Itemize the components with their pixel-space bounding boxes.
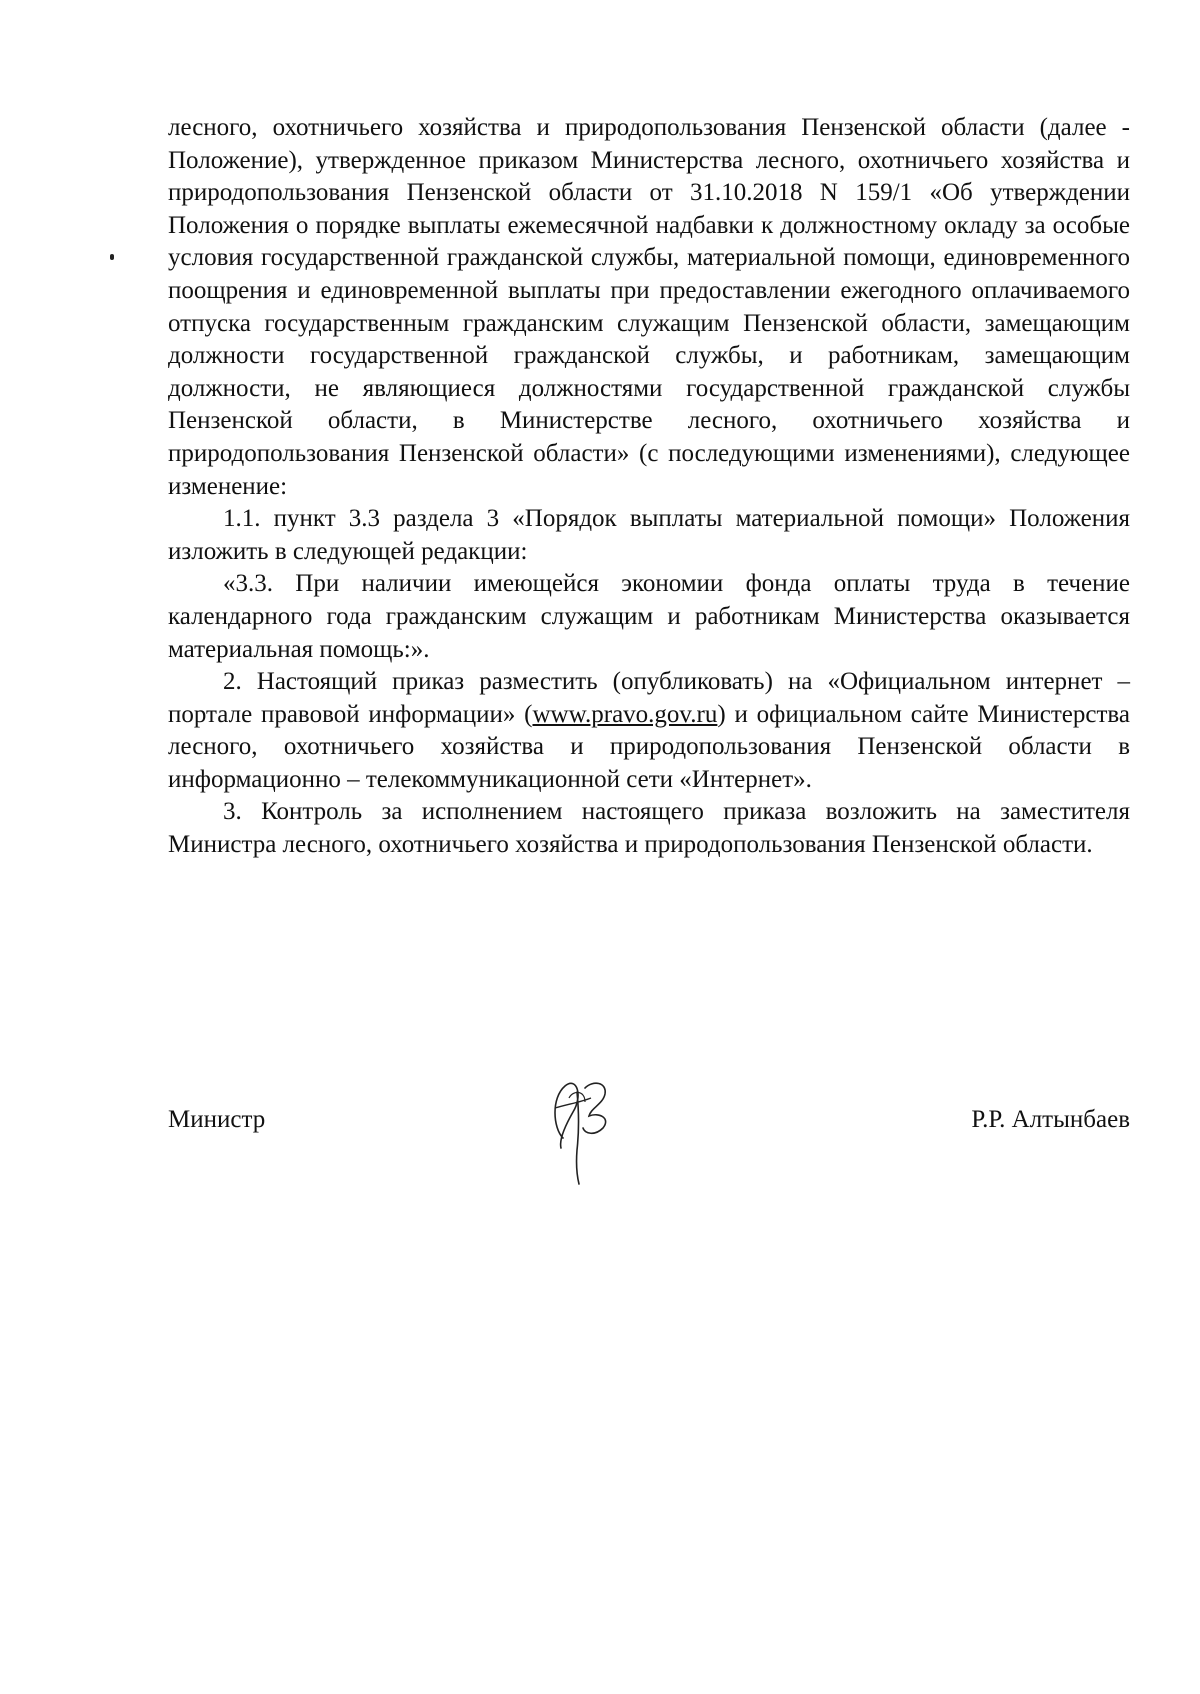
- paragraph-2-text-start: 2. Настоящий приказ разместить (опубликовать) на «Официальном интернет – портале правовой информации» (: [168, 668, 1130, 728]
- paragraph-1-1: 1.1. пункт 3.3 раздела 3 «Порядок выплаты материальной помощи» Положения изложить в следующей редакции:: [168, 505, 1130, 565]
- paragraph-intro: лесного, охотничьего хозяйства и природопользования Пензенской области (далее - Положение), утвержденное приказом Министерства лесного, охотничьего хозяйства и природопользования Пензенской области от 31.10.2018 N 159/1 «Об утверждении Положения о порядке выплаты ежемесячной надбавки к должностному окладу за особые условия государственной гражданской службы, материальной помощи, единовременного поощрения и единовременной выплаты при предоставлении ежегодного оплачиваемого отпуска государственным гражданским служащим Пензенской области, замещающим должности государственной гражданской службы, и работникам, замещающим должности, не являющиеся должностями государственной гражданской службы Пензенской области, в Министерстве лесного, охотничьего хозяйства и природопользования Пензенской области» (с последующими изменениями), следующее изменение:: [168, 114, 1130, 500]
- signature-block: [168, 1106, 1130, 1206]
- signatory-name: Р.Р. Алтынбаев: [971, 1106, 1130, 1133]
- handwritten-signature: [533, 1068, 623, 1188]
- pravo-link[interactable]: www.pravo.gov.ru: [532, 700, 718, 728]
- paragraph-3: 3. Контроль за исполнением настоящего приказа возложить на заместителя Министра лесного, охотничьего хозяйства и природопользования Пензенской области.: [168, 798, 1130, 859]
- paragraph-quote: «3.3. При наличии имеющейся экономии фонда оплаты труда в течение календарного года гражданским служащим и работникам Министерства оказывается материальная помощь:».: [168, 570, 1130, 663]
- document-body: [168, 112, 1130, 862]
- paragraph-2-text-end: ) и официальном сайте Министерства лесного, охотничьего хозяйства и природопользования Пензенской области в информационно – телекоммуникационной сети «Интернет».: [168, 700, 1130, 793]
- scan-speck: [110, 254, 114, 260]
- signatory-title: Министр: [168, 1106, 266, 1133]
- paragraph-2: [168, 666, 1130, 796]
